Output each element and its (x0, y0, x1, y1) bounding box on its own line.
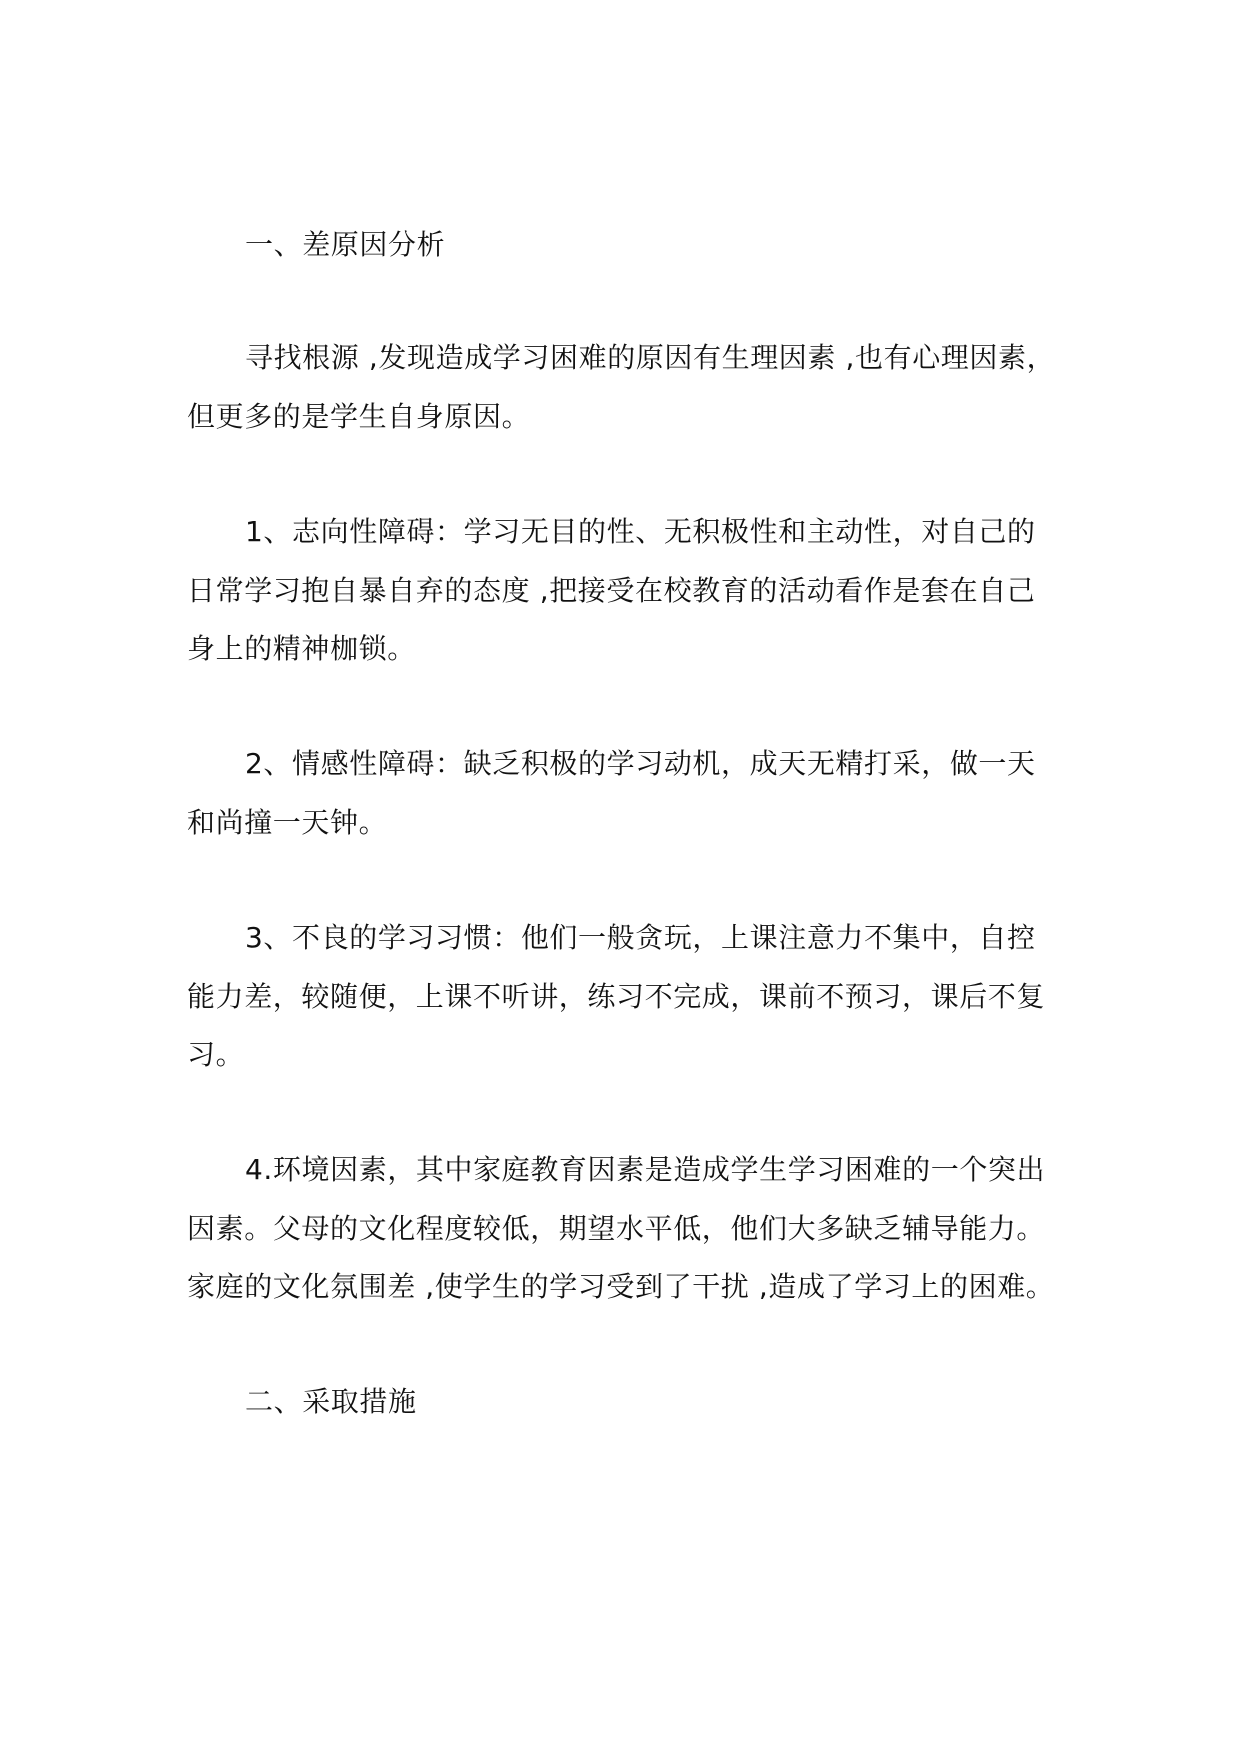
item4-line-1: 4.环境因素，其中家庭教育因素是造成学生学习困难的一个突出 (245, 1153, 1046, 1186)
section-heading-2: 二、采取措施 (245, 1385, 417, 1418)
item1-line-1: 1、志向性障碍：学习无目的性、无积极性和主动性，对自己的 (245, 515, 1036, 548)
paragraph-intro-line-2: 但更多的是学生自身原因。 (187, 400, 531, 433)
item3-line-2: 能力差，较随便，上课不听讲，练习不完成，课前不预习，课后不复 (187, 980, 1046, 1013)
item1-line-2: 日常学习抱自暴自弃的态度 ,把接受在校教育的活动看作是套在自己 (187, 574, 1036, 607)
item4-line-3: 家庭的文化氛围差 ,使学生的学习受到了干扰 ,造成了学习上的困难。 (187, 1270, 1055, 1303)
section-heading-1: 一、差原因分析 (245, 228, 446, 261)
item3-line-1: 3、不良的学习习惯：他们一般贪玩，上课注意力不集中，自控 (245, 921, 1036, 954)
item2-line-1: 2、情感性障碍：缺乏积极的学习动机，成天无精打采，做一天 (245, 747, 1036, 780)
item1-line-3: 身上的精神枷锁。 (187, 632, 416, 665)
item2-line-2: 和尚撞一天钟。 (187, 806, 388, 839)
paragraph-intro-line-1: 寻找根源 ,发现造成学习困难的原因有生理因素 ,也有心理因素， (245, 341, 1056, 374)
item3-line-3: 习。 (187, 1038, 245, 1071)
item4-line-2: 因素。父母的文化程度较低，期望水平低，他们大多缺乏辅导能力。 (187, 1212, 1046, 1245)
